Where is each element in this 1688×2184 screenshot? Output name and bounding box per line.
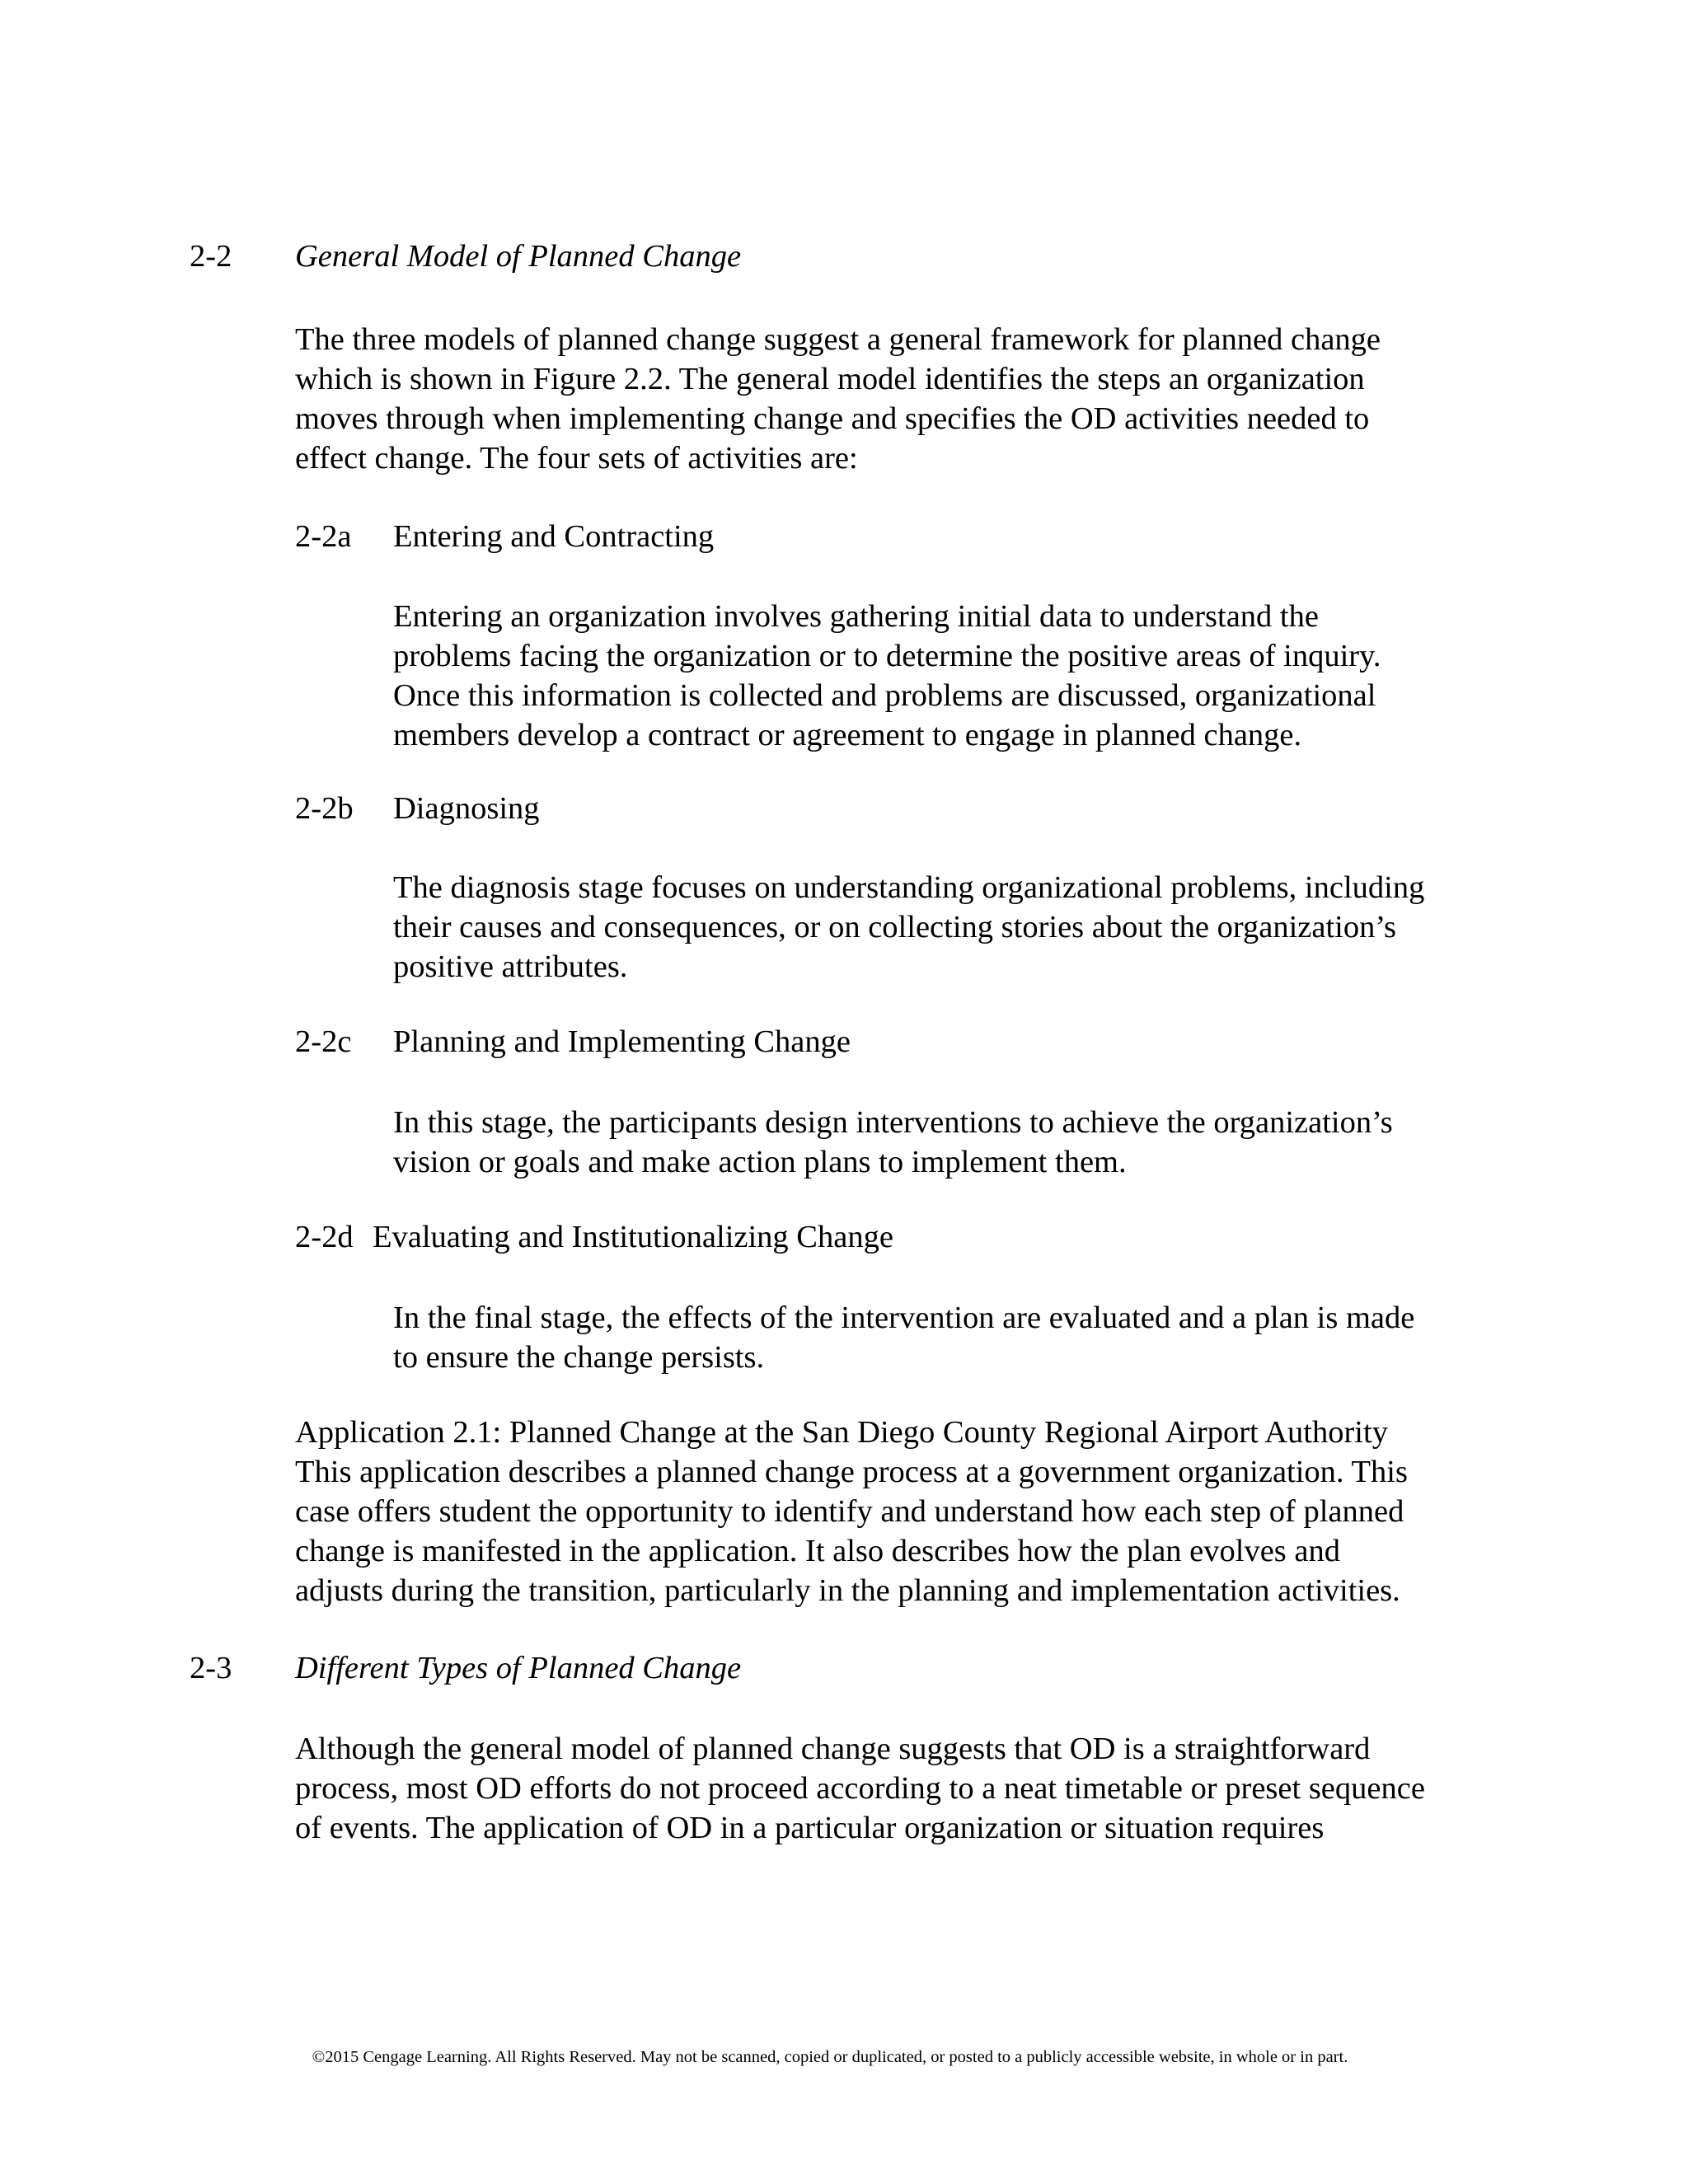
section-paragraph	[295, 1729, 1425, 1848]
subsection-number: 2-2b	[295, 791, 354, 826]
section-number: 2-3	[190, 1651, 232, 1685]
paragraph-line: members develop a contract or agreement to engage in planned change.	[393, 718, 1302, 752]
paragraph-line: In the final stage, the effects of the intervention are evaluated and a plan is made	[393, 1301, 1415, 1335]
subsection-paragraph	[393, 1298, 1414, 1377]
subsection-title: Planning and Implementing Change	[393, 1024, 851, 1059]
application-title: Application 2.1: Planned Change at the San Diego County Regional Airport Authority	[295, 1415, 1388, 1450]
section-title: Different Types of Planned Change	[295, 1651, 742, 1685]
paragraph-line: positive attributes.	[393, 949, 628, 984]
paragraph-line: of events. The application of OD in a particular organization or situation requires	[295, 1811, 1325, 1845]
paragraph-line: The three models of planned change suggest a general framework for planned change	[295, 322, 1381, 357]
paragraph-line: moves through when implementing change and specifies the OD activities needed to	[295, 401, 1370, 436]
subsection-number: 2-2a	[295, 519, 352, 554]
paragraph-line: This application describes a planned change process at a government organization. This	[295, 1455, 1408, 1489]
application-paragraph	[295, 1413, 1408, 1610]
paragraph-line: process, most OD efforts do not proceed according to a neat timetable or preset sequence	[295, 1771, 1425, 1806]
subsection-title: Diagnosing	[393, 791, 540, 826]
paragraph-line: their causes and consequences, or on collecting stories about the organization’s	[393, 910, 1397, 944]
paragraph-line: effect change. The four sets of activities are:	[295, 441, 858, 476]
paragraph-line: Entering an organization involves gathering initial data to understand the	[393, 599, 1319, 634]
paragraph-line: In this stage, the participants design interventions to achieve the organization’s	[393, 1105, 1393, 1140]
paragraph-line: to ensure the change persists.	[393, 1340, 765, 1375]
paragraph-line: Once this information is collected and problems are discussed, organizational	[393, 678, 1376, 713]
subsection-paragraph	[393, 597, 1381, 755]
paragraph-line: change is manifested in the application. It also describes how the plan evolves and	[295, 1534, 1340, 1568]
copyright-text: ©2015 Cengage Learning. All Rights Reserved. May not be scanned, copied or duplicated, or posted to a publicly accessible website, in whole or in part.	[312, 2048, 1348, 2066]
copyright-footer	[0, 2046, 1688, 2068]
subsection-number: 2-2d	[295, 1220, 354, 1254]
paragraph-line: vision or goals and make action plans to implement them.	[393, 1145, 1127, 1179]
subsection-paragraph	[393, 1103, 1393, 1182]
subsection-title: Evaluating and Institutionalizing Change	[373, 1220, 893, 1254]
paragraph-line: which is shown in Figure 2.2. The general model identifies the steps an organization	[295, 362, 1365, 396]
subsection-paragraph	[393, 868, 1424, 987]
paragraph-line: problems facing the organization or to determine the positive areas of inquiry.	[393, 639, 1381, 673]
subsection-number: 2-2c	[295, 1024, 352, 1059]
section-title: General Model of Planned Change	[295, 239, 742, 274]
paragraph-line: case offers student the opportunity to identify and understand how each step of planned	[295, 1494, 1404, 1529]
section-number: 2-2	[190, 239, 232, 274]
paragraph-line: adjusts during the transition, particularly in the planning and implementation activities.	[295, 1573, 1400, 1608]
subsection-title: Entering and Contracting	[393, 519, 715, 554]
paragraph-line: The diagnosis stage focuses on understanding organizational problems, including	[393, 870, 1425, 905]
paragraph-line: Although the general model of planned change suggests that OD is a straightforward	[295, 1732, 1371, 1766]
intro-paragraph	[295, 320, 1381, 478]
